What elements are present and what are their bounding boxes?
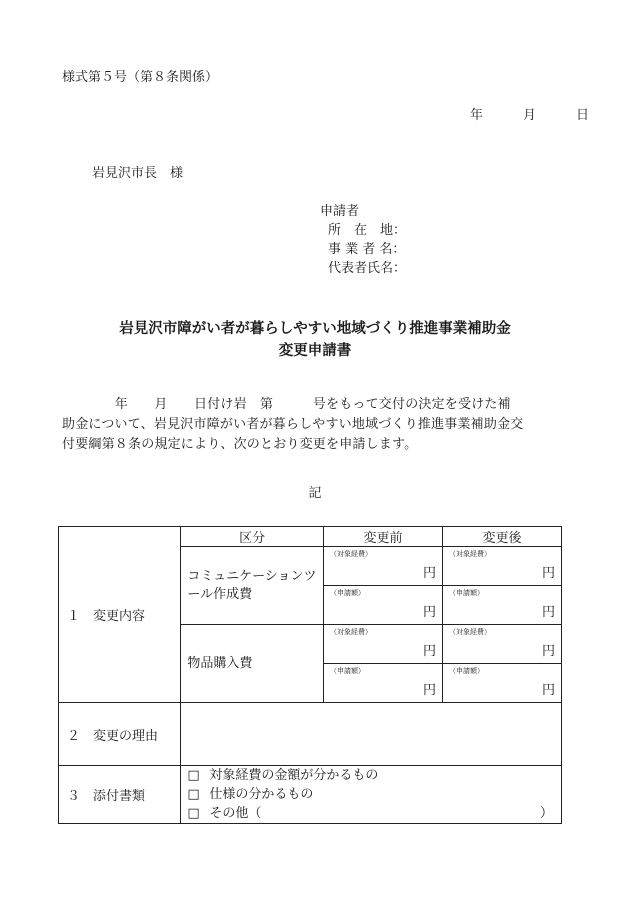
section-3-label: ３ 添付書類 xyxy=(59,766,181,824)
yen-unit: 円 xyxy=(422,683,436,698)
body-line-3: 付要綱第８条の規定により、次のとおり変更を申請します。 xyxy=(62,437,418,452)
yen-unit: 円 xyxy=(422,566,436,581)
attachment-label: 対象経費の金額が分かるもの xyxy=(209,768,379,783)
attachment-item-other[interactable] xyxy=(187,804,561,823)
body-line-2: 助金について、岩見沢市障がい者が暮らしやすい地域づくり推進事業補助金交 xyxy=(62,417,524,432)
goods-application-before[interactable] xyxy=(323,664,442,703)
business-name-label: 事 業 者 名： xyxy=(328,242,406,257)
applicant-block xyxy=(320,202,406,278)
close-paren: ） xyxy=(539,806,553,821)
goods-target-before[interactable] xyxy=(323,625,442,664)
checkbox-icon[interactable]: □ xyxy=(187,787,200,802)
date-line xyxy=(470,104,589,123)
target-cost-label: （対象経費） xyxy=(329,550,372,558)
application-amount-label: （申請額） xyxy=(448,589,484,597)
comm-application-before[interactable] xyxy=(323,586,442,625)
yen-unit: 円 xyxy=(541,566,555,581)
category-communication: コミュニケーションツール作成費 xyxy=(181,547,324,625)
body-line-1: 年 月 日付け岩 第 号をもって交付の決定を受けた補 xyxy=(62,397,511,412)
attachment-label: その他（ xyxy=(209,806,262,821)
title-line-2: 変更申請書 xyxy=(278,343,352,359)
comm-application-after[interactable] xyxy=(442,586,561,625)
comm-target-after[interactable] xyxy=(442,547,561,586)
goods-target-after[interactable] xyxy=(442,625,561,664)
yen-unit: 円 xyxy=(422,605,436,620)
title-line-1: 岩見沢市障がい者が暮らしやすい地域づくり推進事業補助金 xyxy=(119,321,511,337)
yen-unit: 円 xyxy=(541,683,555,698)
yen-unit: 円 xyxy=(541,605,555,620)
attachments-list xyxy=(181,766,562,824)
change-details-table xyxy=(58,526,562,824)
application-amount-label: （申請額） xyxy=(329,667,365,675)
ki-heading: 記 xyxy=(308,486,322,501)
document-title xyxy=(0,318,630,362)
header-before: 変更前 xyxy=(323,527,442,547)
target-cost-label: （対象経費） xyxy=(329,628,372,636)
target-cost-label: （対象経費） xyxy=(448,628,491,636)
category-goods: 物品購入費 xyxy=(181,625,324,703)
header-category: 区分 xyxy=(181,527,324,547)
target-cost-label: （対象経費） xyxy=(448,550,491,558)
body-text xyxy=(62,395,582,455)
section-1-label: １ 変更内容 xyxy=(59,527,181,703)
attachment-item[interactable] xyxy=(187,766,561,785)
addressee: 岩見沢市長 様 xyxy=(92,166,184,181)
date-day: 日 xyxy=(576,108,590,123)
yen-unit: 円 xyxy=(422,644,436,659)
application-amount-label: （申請額） xyxy=(448,667,484,675)
yen-unit: 円 xyxy=(541,644,555,659)
date-month: 月 xyxy=(523,108,537,123)
checkbox-icon[interactable]: □ xyxy=(187,768,200,783)
representative-label: 代表者氏名： xyxy=(328,261,407,276)
comm-target-before[interactable] xyxy=(323,547,442,586)
header-after: 変更後 xyxy=(442,527,561,547)
date-year: 年 xyxy=(470,108,484,123)
reason-field[interactable] xyxy=(181,703,562,766)
checkbox-icon[interactable]: □ xyxy=(187,806,200,821)
application-amount-label: （申請額） xyxy=(329,589,365,597)
applicant-heading: 申請者 xyxy=(320,204,360,219)
section-2-label: ２ 変更の理由 xyxy=(59,703,181,766)
form-number: 様式第５号（第８条関係） xyxy=(62,70,219,85)
goods-application-after[interactable] xyxy=(442,664,561,703)
attachment-item[interactable] xyxy=(187,785,561,804)
attachment-label: 仕様の分かるもの xyxy=(209,787,314,802)
address-label: 所 在 地： xyxy=(328,223,407,238)
